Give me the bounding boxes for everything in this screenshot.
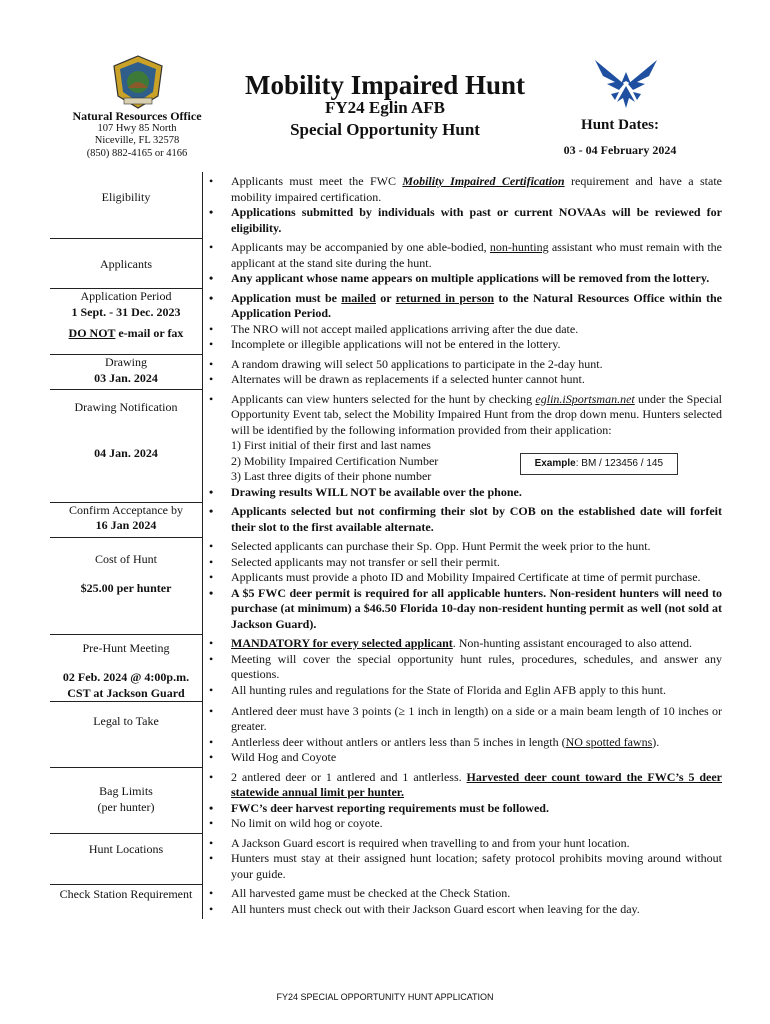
- example-box: Example: BM / 123456 / 145: [520, 453, 678, 475]
- list-item: • Any applicant whose name appears on multiple applications will be removed from the lottery.: [231, 271, 722, 287]
- list-item: • A random drawing will select 50 applications to participate in the 2-day hunt.: [231, 357, 722, 373]
- row-cost-of-hunt: [50, 537, 722, 634]
- id-item-1: 1) First initial of their first and last names: [231, 438, 431, 452]
- prehunt-date: 02 Feb. 2024 @ 4:00p.m.: [62, 670, 190, 684]
- subtitle-eglin: FY24 Eglin AFB: [325, 98, 445, 117]
- hunt-details-table: [50, 172, 722, 919]
- subtitle-special-hunt: Special Opportunity Hunt: [290, 120, 480, 139]
- hunt-dates-value: 03 - 04 February 2024: [563, 143, 677, 157]
- list-item: • Selected applicants can purchase their Sp. Opp. Hunt Permit the week prior to the hunt.: [231, 539, 722, 555]
- drawing-date: 03 Jan. 2024: [94, 370, 158, 385]
- list-item: • Applicants must meet the FWC Mobility Impaired Certification requirement and have a state mobility impaired certification.: [231, 174, 722, 205]
- seal-icon: [110, 54, 166, 110]
- application-period-label: Application Period: [80, 289, 172, 303]
- office-address-2: Niceville, FL 32578: [94, 135, 180, 146]
- list-item: • Drawing results WILL NOT be available over the phone.: [231, 485, 722, 501]
- list-item: • Application must be mailed or returned in person to the Natural Resources Office within the Application Period.: [231, 291, 722, 322]
- notification-label: Drawing Notification: [74, 400, 178, 414]
- row-legal-to-take: [50, 702, 722, 768]
- list-item: • Hunters must stay at their assigned hunt location; safety protocol prohibits moving around without your guide.: [231, 851, 722, 882]
- list-item: • Applicants can view hunters selected for the hunt by checking eglin.iSportsman.net under the Special Opportunity Event tab, select the Mobility Impaired Hunt from the drop down menu. Hunters selected will be identified by the following information provided from their application: 1) First initial of their first and last names 2) Mobility Impaired Certification Number Example: BM / 123456 / 145 3) Last three digits of their phone number: [231, 392, 722, 485]
- eligibility-label: Eligibility: [101, 190, 151, 204]
- prehunt-place: CST at Jackson Guard: [67, 685, 185, 700]
- legal-label: Legal to Take: [93, 714, 159, 728]
- row-applicants: [50, 238, 722, 289]
- list-item: • Meeting will cover the special opportunity hunt rules, procedures, schedules, and answer any questions.: [231, 652, 722, 683]
- list-item: • Applications submitted by individuals with past or current NOVAAs will be reviewed for eligibility.: [231, 205, 722, 236]
- row-confirm-acceptance: [50, 502, 722, 537]
- notification-date: 04 Jan. 2024: [94, 445, 158, 460]
- id-item-2: 2) Mobility Impaired Certification Number: [231, 453, 439, 468]
- page-footer: FY24 SPECIAL OPPORTUNITY HUNT APPLICATION: [276, 992, 494, 1002]
- list-item: • The NRO will not accept mailed applications arriving after the due date.: [231, 322, 722, 338]
- list-item: • Wild Hog and Coyote: [231, 750, 722, 766]
- office-address-1: 107 Hwy 85 North: [97, 122, 177, 134]
- locations-label: Hunt Locations: [88, 842, 164, 856]
- list-item: • MANDATORY for every selected applicant. Non-hunting assistant encouraged to also attend.: [231, 636, 722, 652]
- row-pre-hunt-meeting: [50, 634, 722, 702]
- station-label: Check Station Requirement: [59, 886, 193, 901]
- list-item: • Antlerless deer without antlers or antlers less than 5 inches in length (NO spotted fawns).: [231, 735, 722, 751]
- row-drawing: [50, 355, 722, 390]
- air-force-wings-icon: [593, 54, 659, 110]
- bag-label-sub: (per hunter): [97, 799, 155, 814]
- list-item: • Applicants must provide a photo ID and Mobility Impaired Certificate at time of permit purchase.: [231, 570, 722, 586]
- confirm-date: 16 Jan 2024: [95, 518, 157, 532]
- list-item: • Applicants selected but not confirming their slot by COB on the established date will forfeit their slot to the first available alternate.: [231, 504, 722, 535]
- list-item: • FWC’s deer harvest reporting requirements must be followed.: [231, 801, 722, 817]
- list-item: • A $5 FWC deer permit is required for all applicable hunters. Non-resident hunters will need to purchase (at minimum) a $46.50 Florida 10-day non-resident hunting permit as well (not sold at Jackson Guard).: [231, 586, 722, 633]
- row-drawing-notification: [50, 390, 722, 503]
- list-item: • 2 antlered deer or 1 antlered and 1 antlerless. Harvested deer count toward the FWC’s 5 deer statewide annual limit per hunter.: [231, 770, 722, 801]
- office-name: Natural Resources Office: [72, 109, 202, 123]
- row-application-period: [50, 289, 722, 355]
- row-bag-limits: [50, 768, 722, 834]
- office-phone: (850) 882-4165 or 4166: [86, 147, 188, 159]
- bag-label: Bag Limits: [99, 784, 153, 798]
- isportsman-link[interactable]: eglin.iSportsman.net: [535, 391, 635, 406]
- confirm-label: Confirm Acceptance by: [69, 502, 183, 517]
- row-hunt-locations: [50, 834, 722, 885]
- list-item: • Incomplete or illegible applications will not be entered in the lottery.: [231, 337, 722, 353]
- application-period-dates: 1 Sept. - 31 Dec. 2023: [71, 304, 181, 319]
- office-block: [52, 110, 222, 160]
- list-item: • Antlered deer must have 3 points (≥ 1 inch in length) on a side or a main beam length of 10 inches or greater.: [231, 704, 722, 735]
- page-title: Mobility Impaired Hunt: [244, 70, 526, 100]
- list-item: • Applicants may be accompanied by one able-bodied, non-hunting assistant who must remain with the applicant at the stand site during the hunt.: [231, 240, 722, 271]
- drawing-label: Drawing: [105, 355, 147, 369]
- hunt-dates-label: Hunt Dates:: [581, 117, 659, 133]
- list-item: • Alternates will be drawn as replacements if a selected hunter cannot hunt.: [231, 372, 722, 388]
- list-item: • All hunters must check out with their Jackson Guard escort when leaving for the day.: [231, 902, 722, 918]
- list-item: • All harvested game must be checked at the Check Station.: [231, 886, 722, 902]
- no-email-notice: DO NOT e-mail or fax: [68, 326, 184, 340]
- row-check-station: [50, 884, 722, 919]
- list-item: • Selected applicants may not transfer or sell their permit.: [231, 555, 722, 571]
- list-item: • All hunting rules and regulations for the State of Florida and Eglin AFB apply to this hunt.: [231, 683, 722, 699]
- applicants-label: Applicants: [100, 256, 152, 271]
- id-item-3: 3) Last three digits of their phone number: [231, 469, 432, 483]
- cost-price: $25.00 per hunter: [80, 581, 172, 595]
- row-eligibility: [50, 172, 722, 238]
- list-item: • No limit on wild hog or coyote.: [231, 816, 722, 832]
- list-item: • A Jackson Guard escort is required when travelling to and from your hunt location.: [231, 836, 722, 852]
- cost-label: Cost of Hunt: [94, 551, 157, 566]
- prehunt-label: Pre-Hunt Meeting: [82, 640, 170, 655]
